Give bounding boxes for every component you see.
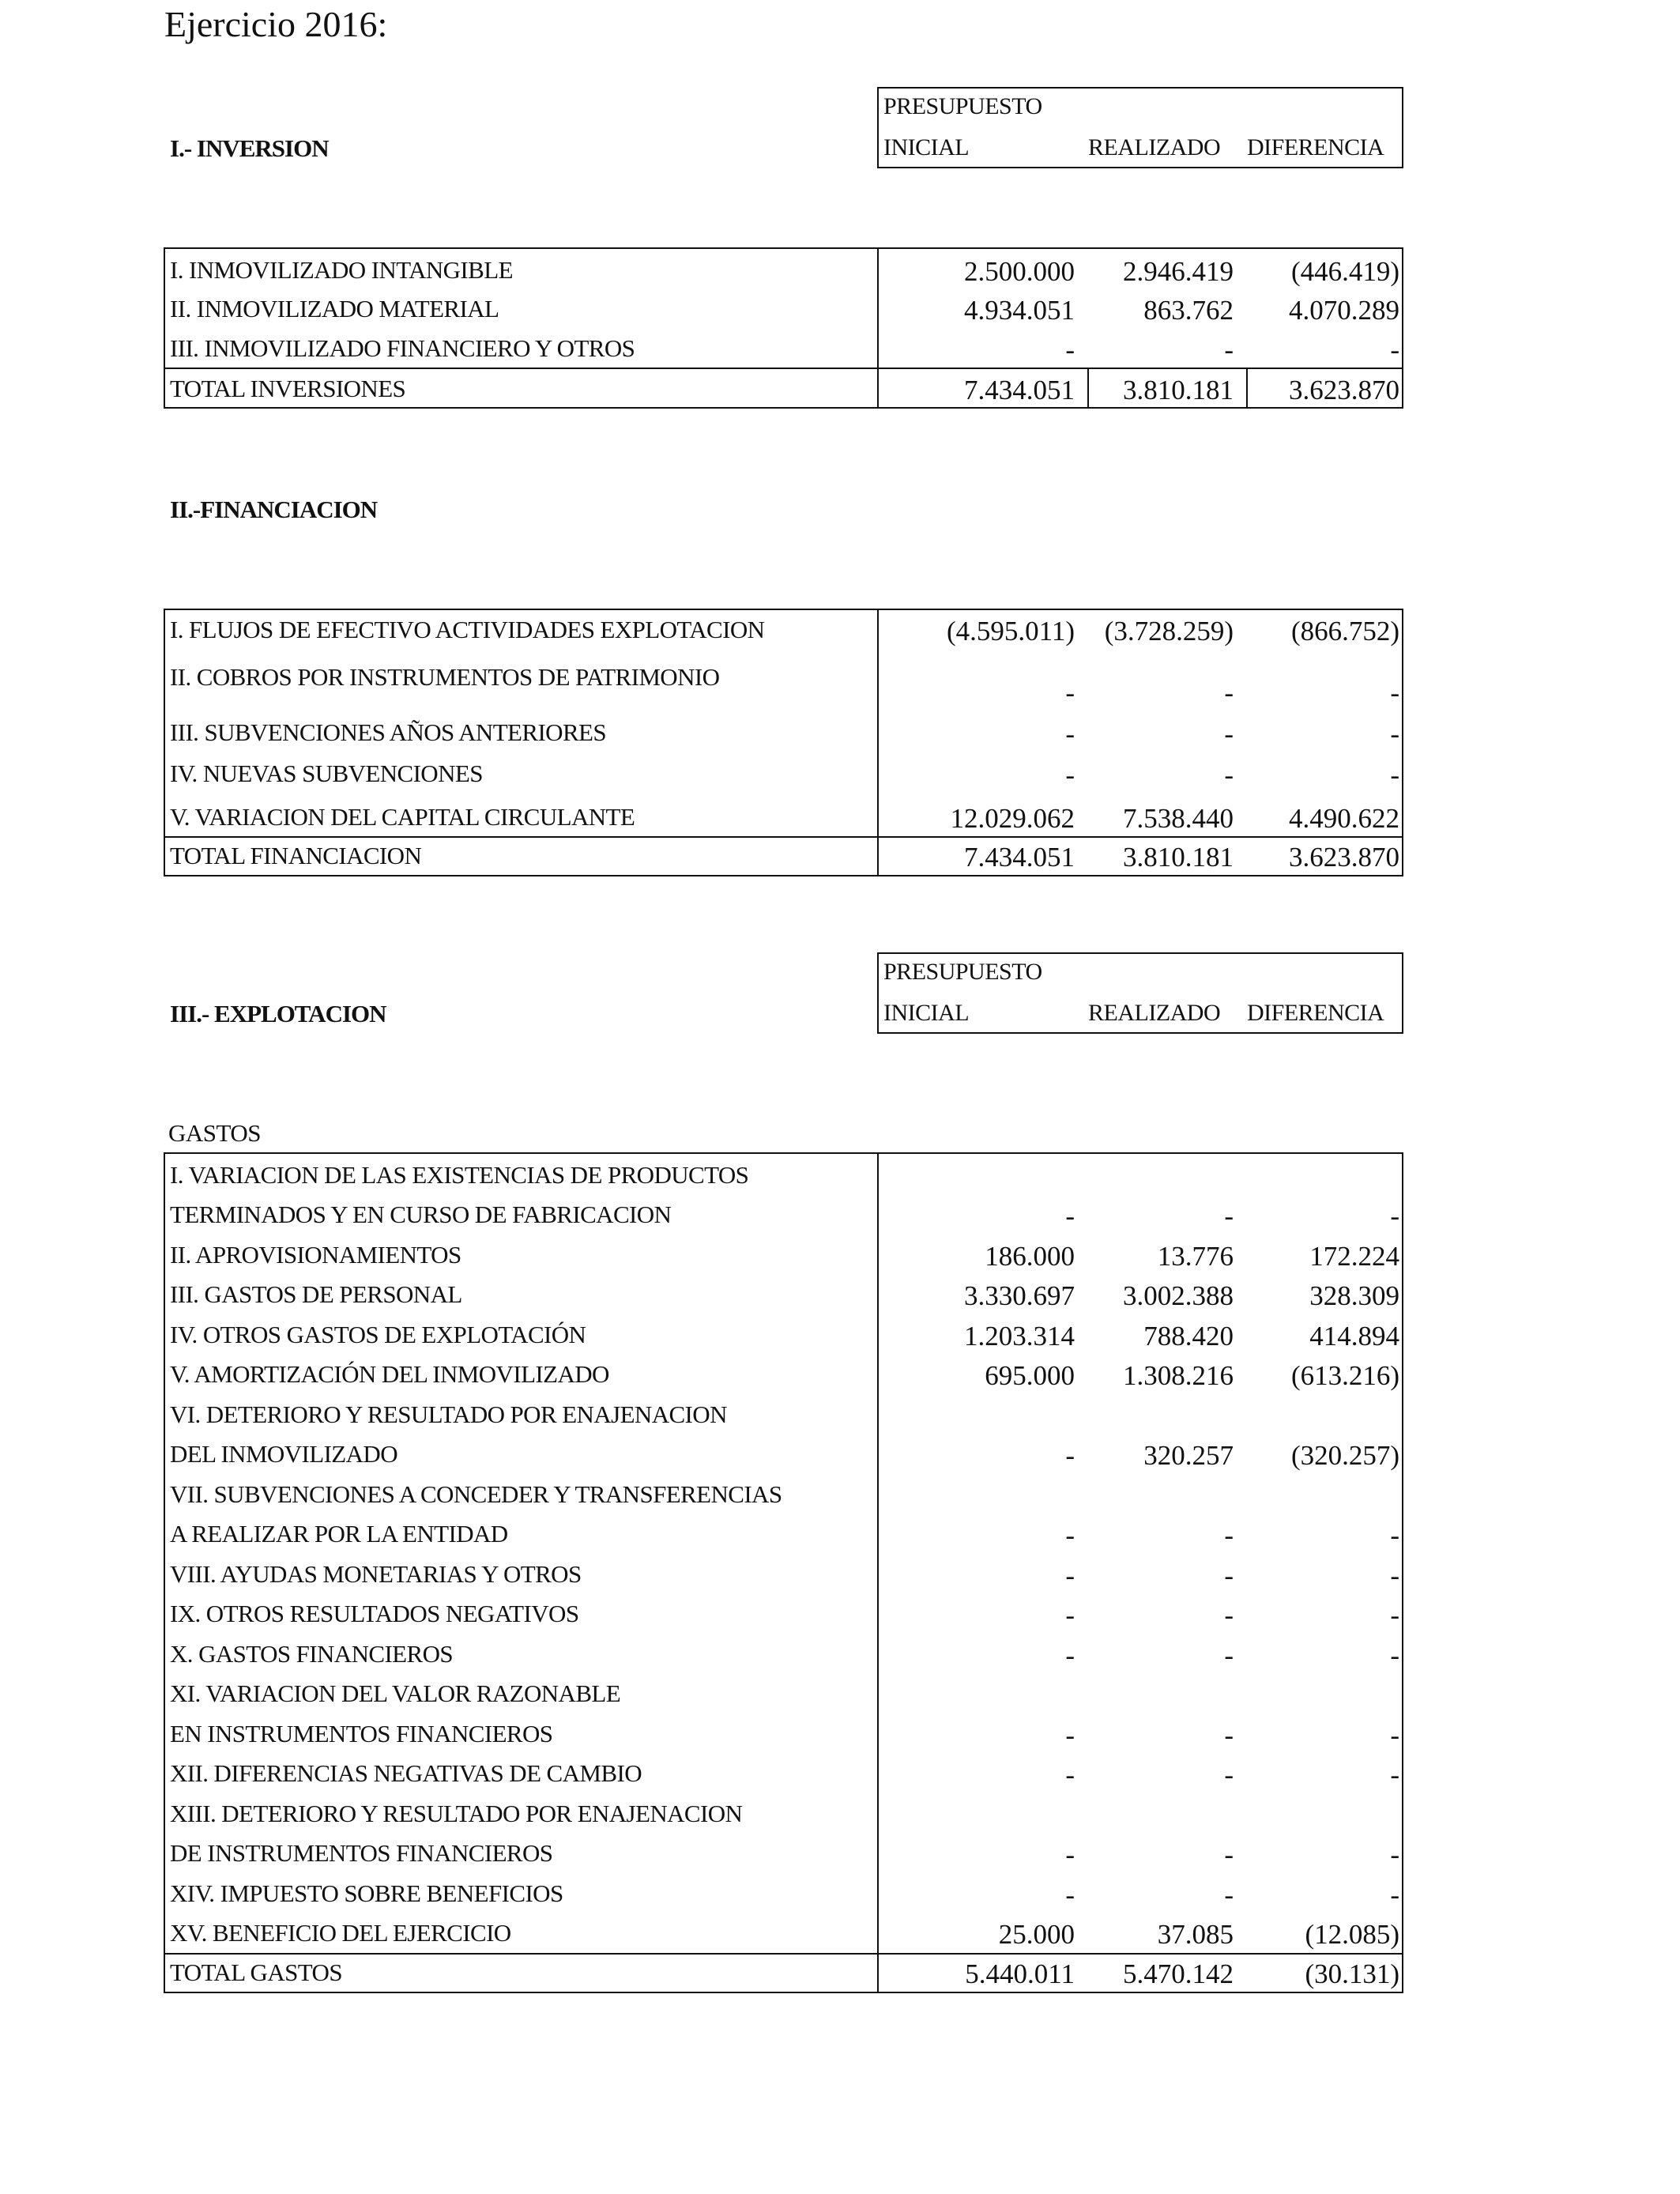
table-row: [165, 249, 1402, 289]
table-row: [165, 1633, 1402, 1673]
row-label: II. INMOVILIZADO MATERIAL: [170, 295, 499, 322]
value-realizado: 3.002.388: [1123, 1280, 1234, 1311]
value-diferencia: -: [1390, 1639, 1399, 1671]
table-row: [165, 1673, 1402, 1713]
total-realizado: 3.810.181: [1123, 842, 1234, 873]
column-header-box-explotacion: [877, 952, 1403, 1034]
value-realizado: -: [1224, 677, 1234, 708]
value-realizado: 863.762: [1143, 295, 1234, 326]
table-row: [165, 327, 1402, 368]
value-realizado: -: [1224, 760, 1234, 790]
total-diferencia: 3.623.870: [1289, 375, 1399, 405]
value-diferencia: -: [1390, 760, 1399, 790]
total-realizado: 5.470.142: [1123, 1958, 1234, 1989]
table-row: [165, 1434, 1402, 1474]
header-realizado: REALIZADO: [1088, 1000, 1221, 1026]
page-title: Ejercicio 2016:: [164, 4, 388, 44]
value-realizado: -: [1224, 1559, 1234, 1591]
value-inicial: -: [1065, 1639, 1075, 1671]
value-diferencia: -: [1390, 1600, 1399, 1630]
value-inicial: 25.000: [998, 1919, 1075, 1950]
table-row: [165, 1553, 1402, 1593]
row-label: A REALIZAR POR LA ENTIDAD: [170, 1520, 508, 1547]
value-diferencia: (446.419): [1290, 256, 1399, 287]
table-inversion: [164, 247, 1403, 409]
row-label: II. COBROS POR INSTRUMENTOS DE PATRIMONIO: [170, 663, 720, 691]
table-row: [165, 1872, 1402, 1913]
value-diferencia: 4.070.289: [1289, 295, 1399, 326]
value-realizado: -: [1224, 1639, 1234, 1671]
value-realizado: 37.085: [1157, 1919, 1234, 1950]
value-inicial: -: [1065, 1520, 1075, 1551]
table-row: [165, 1154, 1402, 1194]
row-label: IX. OTROS RESULTADOS NEGATIVOS: [170, 1600, 579, 1627]
gastos-label: GASTOS: [168, 1119, 262, 1147]
total-row: [165, 1953, 1402, 1992]
row-label: V. VARIACION DEL CAPITAL CIRCULANTE: [170, 803, 635, 831]
value-inicial: -: [1065, 1201, 1075, 1231]
value-inicial: 2.500.000: [964, 256, 1075, 287]
row-label: XIII. DETERIORO Y RESULTADO POR ENAJENACION: [170, 1799, 743, 1827]
table-row: [165, 1194, 1402, 1235]
value-realizado: -: [1224, 1759, 1234, 1790]
value-realizado: 2.946.419: [1123, 256, 1234, 287]
row-label: IV. NUEVAS SUBVENCIONES: [170, 760, 483, 787]
value-inicial: -: [1065, 677, 1075, 708]
total-inicial: 7.434.051: [964, 375, 1075, 405]
value-diferencia: 4.490.622: [1289, 803, 1399, 834]
value-diferencia: 414.894: [1309, 1320, 1399, 1351]
table-row: [165, 1713, 1402, 1753]
total-diferencia: (30.131): [1305, 1958, 1399, 1989]
value-realizado: 320.257: [1143, 1440, 1234, 1471]
value-realizado: (3.728.259): [1104, 616, 1234, 647]
value-diferencia: (866.752): [1290, 616, 1399, 647]
value-inicial: -: [1065, 1759, 1075, 1790]
value-inicial: -: [1065, 1719, 1075, 1751]
total-inicial: 5.440.011: [965, 1958, 1075, 1989]
row-label: I. FLUJOS DE EFECTIVO ACTIVIDADES EXPLOTACION: [170, 616, 765, 643]
value-inicial: -: [1065, 1600, 1075, 1630]
table-row: [165, 1593, 1402, 1634]
row-label: XII. DIFERENCIAS NEGATIVAS DE CAMBIO: [170, 1759, 642, 1787]
table-explotacion-gastos: [164, 1152, 1403, 1993]
row-label: X. GASTOS FINANCIEROS: [170, 1639, 454, 1668]
table-financiacion: [164, 609, 1403, 876]
row-label: I. INMOVILIZADO INTANGIBLE: [170, 256, 513, 284]
value-inicial: -: [1065, 1879, 1075, 1910]
total-label: TOTAL FINANCIACION: [170, 842, 422, 869]
table-row: [165, 793, 1402, 836]
total-realizado: 3.810.181: [1123, 375, 1234, 405]
column-header-box-inversion: [877, 87, 1403, 168]
value-diferencia: -: [1390, 1879, 1399, 1910]
value-realizado: -: [1224, 1879, 1234, 1910]
total-diferencia: 3.623.870: [1289, 842, 1399, 873]
row-label: XIV. IMPUESTO SOBRE BENEFICIOS: [170, 1879, 563, 1907]
row-label: XV. BENEFICIO DEL EJERCICIO: [170, 1919, 511, 1947]
header-diferencia: DIFERENCIA: [1247, 134, 1384, 160]
value-diferencia: -: [1390, 1719, 1399, 1751]
row-label: EN INSTRUMENTOS FINANCIEROS: [170, 1719, 553, 1747]
value-diferencia: (12.085): [1305, 1919, 1399, 1950]
row-label: DEL INMOVILIZADO: [170, 1440, 397, 1468]
value-inicial: 3.330.697: [964, 1280, 1075, 1311]
row-label: III. INMOVILIZADO FINANCIERO Y OTROS: [170, 334, 635, 362]
value-realizado: 13.776: [1157, 1240, 1234, 1272]
value-realizado: -: [1224, 1600, 1234, 1630]
value-diferencia: -: [1390, 1201, 1399, 1231]
table-row: [165, 1913, 1402, 1953]
row-label: XI. VARIACION DEL VALOR RAZONABLE: [170, 1679, 621, 1707]
value-inicial: -: [1065, 1839, 1075, 1870]
table-row: [165, 1274, 1402, 1314]
table-row: [165, 1393, 1402, 1434]
row-label: II. APROVISIONAMIENTOS: [170, 1240, 461, 1269]
header-presupuesto: PRESUPUESTO: [883, 959, 1042, 985]
value-inicial: -: [1065, 334, 1075, 365]
row-label: VI. DETERIORO Y RESULTADO POR ENAJENACION: [170, 1400, 727, 1428]
value-diferencia: -: [1390, 1559, 1399, 1591]
row-label: III. SUBVENCIONES AÑOS ANTERIORES: [170, 718, 607, 746]
value-realizado: -: [1224, 1839, 1234, 1870]
value-diferencia: 172.224: [1309, 1240, 1399, 1272]
table-row: [165, 1314, 1402, 1354]
value-inicial: 1.203.314: [964, 1320, 1075, 1351]
header-diferencia: DIFERENCIA: [1247, 1000, 1384, 1026]
table-row: [165, 1793, 1402, 1833]
section-title-inversion: I.- INVERSION: [170, 134, 329, 162]
header-realizado: REALIZADO: [1088, 134, 1221, 160]
value-diferencia: -: [1390, 1520, 1399, 1551]
value-realizado: -: [1224, 1520, 1234, 1551]
table-row: [165, 1833, 1402, 1873]
value-inicial: -: [1065, 1440, 1075, 1471]
total-label: TOTAL INVERSIONES: [170, 375, 406, 402]
value-realizado: -: [1224, 334, 1234, 365]
value-diferencia: -: [1390, 334, 1399, 365]
section-title-financiacion: II.-FINANCIACION: [170, 496, 378, 523]
value-diferencia: (320.257): [1290, 1440, 1399, 1471]
section-title-explotacion: III.- EXPLOTACION: [170, 1000, 386, 1027]
value-realizado: 1.308.216: [1123, 1360, 1234, 1391]
total-inicial: 7.434.051: [964, 842, 1075, 873]
value-diferencia: -: [1390, 1839, 1399, 1870]
table-row: [165, 1514, 1402, 1554]
value-diferencia: -: [1390, 1759, 1399, 1790]
header-inicial: INICIAL: [883, 1000, 970, 1026]
total-label: TOTAL GASTOS: [170, 1958, 342, 1986]
header-inicial: INICIAL: [883, 134, 970, 160]
value-inicial: -: [1065, 760, 1075, 790]
row-label: TERMINADOS Y EN CURSO DE FABRICACION: [170, 1201, 672, 1228]
value-realizado: 788.420: [1143, 1320, 1234, 1351]
table-row: [165, 610, 1402, 652]
row-label: VIII. AYUDAS MONETARIAS Y OTROS: [170, 1559, 582, 1588]
row-label: IV. OTROS GASTOS DE EXPLOTACIÓN: [170, 1320, 586, 1348]
value-inicial: -: [1065, 718, 1075, 749]
value-diferencia: -: [1390, 677, 1399, 708]
table-row: [165, 752, 1402, 793]
total-row: [165, 368, 1402, 408]
value-inicial: (4.595.011): [946, 616, 1075, 647]
table-row: [165, 711, 1402, 752]
total-row: [165, 836, 1402, 875]
table-row: [165, 288, 1402, 328]
value-inicial: 186.000: [985, 1240, 1075, 1272]
value-inicial: 4.934.051: [964, 295, 1075, 326]
value-inicial: -: [1065, 1559, 1075, 1591]
table-row: [165, 652, 1402, 711]
value-diferencia: 328.309: [1309, 1280, 1399, 1311]
row-label: V. AMORTIZACIÓN DEL INMOVILIZADO: [170, 1360, 609, 1388]
value-diferencia: -: [1390, 718, 1399, 749]
table-row: [165, 1473, 1402, 1514]
row-label: DE INSTRUMENTOS FINANCIEROS: [170, 1839, 553, 1867]
row-label: VII. SUBVENCIONES A CONCEDER Y TRANSFERENCIAS: [170, 1480, 782, 1508]
row-label: I. VARIACION DE LAS EXISTENCIAS DE PRODUCTOS: [170, 1160, 749, 1189]
value-diferencia: (613.216): [1290, 1360, 1399, 1391]
value-realizado: -: [1224, 1719, 1234, 1751]
value-realizado: 7.538.440: [1123, 803, 1234, 834]
value-realizado: -: [1224, 1201, 1234, 1231]
row-label: III. GASTOS DE PERSONAL: [170, 1280, 462, 1308]
value-realizado: -: [1224, 718, 1234, 749]
table-row: [165, 1234, 1402, 1274]
value-inicial: 695.000: [985, 1360, 1075, 1391]
value-inicial: 12.029.062: [950, 803, 1075, 834]
table-row: [165, 1354, 1402, 1394]
table-row: [165, 1753, 1402, 1793]
header-presupuesto: PRESUPUESTO: [883, 93, 1042, 119]
